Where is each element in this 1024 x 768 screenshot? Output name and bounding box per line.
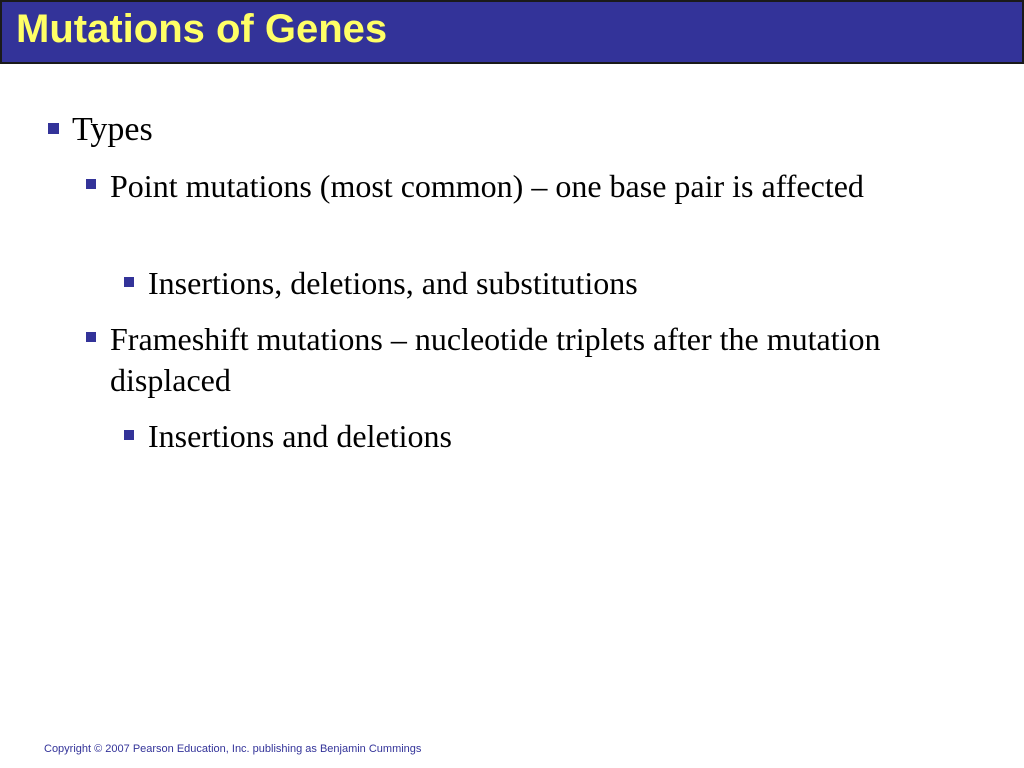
bullet-level3-insertions-deletions-substitutions	[124, 263, 638, 304]
square-bullet-icon	[124, 430, 134, 440]
bullet-text: Insertions, deletions, and substitutions	[148, 265, 638, 301]
bullet-text: Types	[72, 111, 153, 148]
bullet-text: Point mutations (most common) – one base pair is affected	[110, 168, 864, 204]
square-bullet-icon	[48, 123, 59, 134]
bullet-level2-frameshift-mutations	[86, 319, 906, 401]
bullet-text: Insertions and deletions	[148, 418, 452, 454]
bullet-level3-insertions-deletions	[124, 416, 452, 457]
copyright-footer: Copyright © 2007 Pearson Education, Inc. publishing as Benjamin Cummings	[44, 743, 422, 755]
slide-title: Mutations of Genes	[16, 7, 388, 51]
square-bullet-icon	[124, 277, 134, 287]
square-bullet-icon	[86, 179, 96, 189]
bullet-text: Frameshift mutations – nucleotide triplets after the mutation displaced	[110, 321, 881, 398]
title-bar	[0, 0, 1024, 64]
bullet-level2-point-mutations	[86, 166, 906, 207]
square-bullet-icon	[86, 332, 96, 342]
